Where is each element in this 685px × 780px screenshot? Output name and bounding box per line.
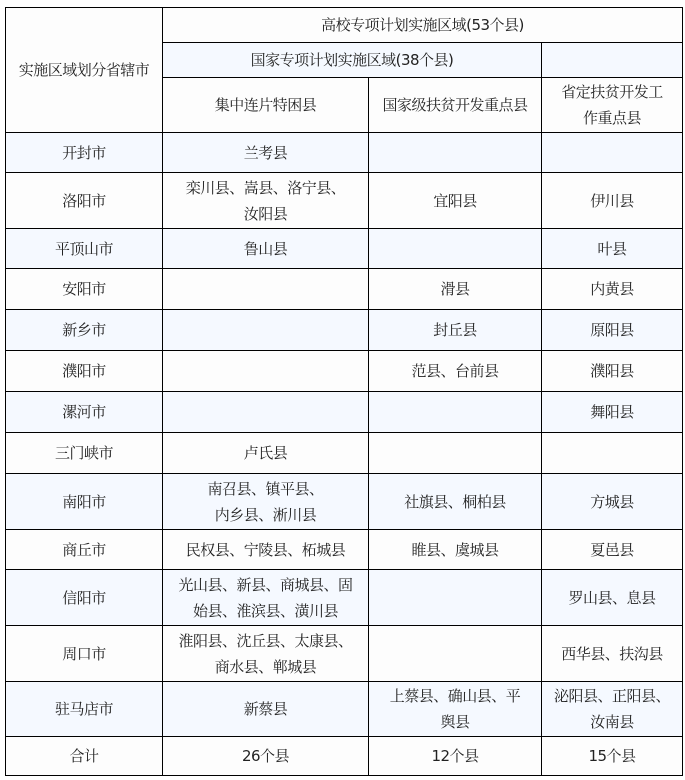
- table-row: [6, 682, 683, 737]
- provincial-key-cell: 泌阳县、正阳县、汝南县: [542, 682, 683, 737]
- total-row: [6, 737, 683, 776]
- national-key-cell: [369, 626, 542, 682]
- city-cell: 驻马店市: [6, 682, 163, 737]
- table-row: [6, 310, 683, 351]
- provincial-key-cell: 叶县: [542, 229, 683, 269]
- provincial-key-cell: 伊川县: [542, 173, 683, 229]
- city-cell: 南阳市: [6, 474, 163, 530]
- contiguous-cell: 鲁山县: [163, 229, 369, 269]
- header-city: 实施区域划分省辖市: [6, 8, 163, 133]
- total-label: 合计: [6, 737, 163, 776]
- city-cell: 信阳市: [6, 570, 163, 626]
- city-cell: 洛阳市: [6, 173, 163, 229]
- total-national-key: 12个县: [369, 737, 542, 776]
- contiguous-cell: [163, 310, 369, 351]
- provincial-key-cell: 西华县、扶沟县: [542, 626, 683, 682]
- total-provincial-key: 15个县: [542, 737, 683, 776]
- table-row: [6, 433, 683, 474]
- contiguous-cell: 光山县、新县、商城县、固始县、淮滨县、潢川县: [163, 570, 369, 626]
- contiguous-cell: 南召县、镇平县、内乡县、淅川县: [163, 474, 369, 530]
- city-cell: 开封市: [6, 133, 163, 173]
- provincial-key-cell: 夏邑县: [542, 530, 683, 570]
- table-row: [6, 474, 683, 530]
- national-key-cell: [369, 433, 542, 474]
- table-row: [6, 229, 683, 269]
- table-row: [6, 351, 683, 392]
- city-cell: 商丘市: [6, 530, 163, 570]
- total-contiguous: 26个县: [163, 737, 369, 776]
- header-national-key: 国家级扶贫开发重点县: [369, 78, 542, 133]
- provincial-key-cell: [542, 433, 683, 474]
- national-key-cell: [369, 133, 542, 173]
- provincial-key-cell: 原阳县: [542, 310, 683, 351]
- table-row: [6, 530, 683, 570]
- contiguous-cell: 新蔡县: [163, 682, 369, 737]
- table-row: [6, 570, 683, 626]
- national-key-cell: 社旗县、桐柏县: [369, 474, 542, 530]
- city-cell: 平顶山市: [6, 229, 163, 269]
- header-national-program-extra: [542, 43, 683, 78]
- national-key-cell: 滑县: [369, 269, 542, 310]
- contiguous-cell: 民权县、宁陵县、柘城县: [163, 530, 369, 570]
- national-key-cell: 宜阳县: [369, 173, 542, 229]
- provincial-key-cell: 方城县: [542, 474, 683, 530]
- city-cell: 周口市: [6, 626, 163, 682]
- header-contiguous-poor: 集中连片特困县: [163, 78, 369, 133]
- city-cell: 漯河市: [6, 392, 163, 433]
- city-cell: 安阳市: [6, 269, 163, 310]
- national-key-cell: [369, 392, 542, 433]
- national-key-cell: 封丘县: [369, 310, 542, 351]
- national-key-cell: 睢县、虞城县: [369, 530, 542, 570]
- city-cell: 新乡市: [6, 310, 163, 351]
- table-row: [6, 269, 683, 310]
- provincial-key-cell: 舞阳县: [542, 392, 683, 433]
- header-university-program: 高校专项计划实施区域(53个县): [163, 8, 683, 43]
- contiguous-cell: 卢氏县: [163, 433, 369, 474]
- provincial-key-cell: [542, 133, 683, 173]
- national-key-cell: [369, 570, 542, 626]
- contiguous-cell: [163, 392, 369, 433]
- poverty-county-table: [5, 7, 683, 776]
- national-key-cell: 上蔡县、确山县、平舆县: [369, 682, 542, 737]
- city-cell: 三门峡市: [6, 433, 163, 474]
- contiguous-cell: [163, 351, 369, 392]
- table-row: [6, 173, 683, 229]
- header-national-program: 国家专项计划实施区域(38个县): [163, 43, 542, 78]
- provincial-key-cell: 罗山县、息县: [542, 570, 683, 626]
- city-cell: 濮阳市: [6, 351, 163, 392]
- contiguous-cell: 栾川县、嵩县、洛宁县、汝阳县: [163, 173, 369, 229]
- contiguous-cell: [163, 269, 369, 310]
- table-row: [6, 133, 683, 173]
- provincial-key-cell: 内黄县: [542, 269, 683, 310]
- national-key-cell: 范县、台前县: [369, 351, 542, 392]
- header-provincial-key: 省定扶贫开发工作重点县: [542, 78, 683, 133]
- table-row: [6, 626, 683, 682]
- contiguous-cell: 兰考县: [163, 133, 369, 173]
- national-key-cell: [369, 229, 542, 269]
- contiguous-cell: 淮阳县、沈丘县、太康县、商水县、郸城县: [163, 626, 369, 682]
- table-row: [6, 392, 683, 433]
- provincial-key-cell: 濮阳县: [542, 351, 683, 392]
